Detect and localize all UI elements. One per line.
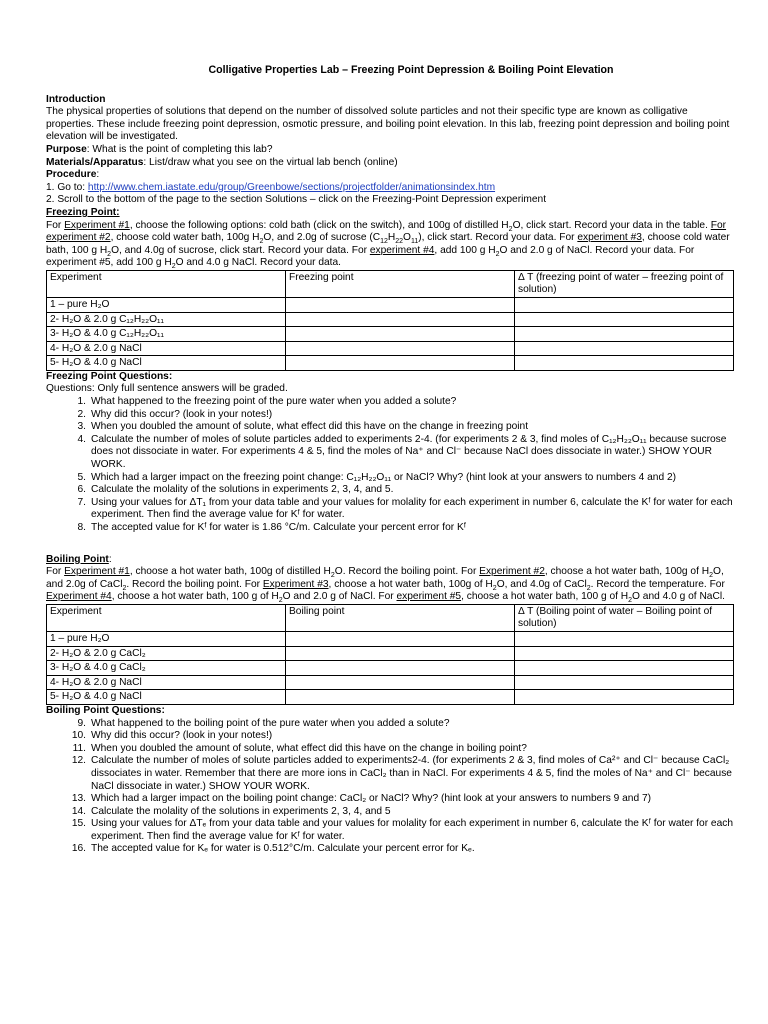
document-content bbox=[46, 64, 736, 856]
table-cell[interactable] bbox=[515, 675, 734, 690]
table-header: Δ T (freezing point of water – freezing point of solution) bbox=[515, 270, 734, 297]
text-run: ), click start. Record your data. For bbox=[418, 232, 578, 244]
question-text: Calculate the molality of the solutions in experiments 2, 3, 4, and 5 bbox=[91, 805, 391, 817]
question-number: 15. bbox=[71, 818, 86, 830]
materials-text: : List/draw what you see on the virtual lab bench (online) bbox=[143, 156, 398, 168]
text-run: , choose a hot water bath, 100g of H bbox=[544, 566, 710, 578]
lab-link[interactable]: http://www.chem.iastate.edu/group/Greenbowe/sections/projectfolder/animationsindex.htm bbox=[87, 181, 496, 193]
text-run: , add 100 g H bbox=[434, 244, 496, 256]
table-cell: 3- H₂O & 4.0 g CaCl₂ bbox=[47, 661, 286, 676]
table-row bbox=[47, 646, 734, 661]
question-number: 9. bbox=[77, 717, 86, 729]
question-number: 11. bbox=[72, 742, 86, 754]
question-text: Calculate the number of moles of solute particles added to experiments2-4. (for experiments 2 & 3, find moles of Ca²⁺ and Cl⁻ because CaCl₂ dissociates in water. Remember that there are more ions in CaCl₂ than in NaCl. For experiments 4 & 5, find the moles of Na⁺ and Cl⁻ because NaCl dissociate in water.) SHOW YOUR WORK. bbox=[91, 755, 732, 792]
question-number: 4. bbox=[77, 433, 86, 445]
boiling-table bbox=[46, 604, 734, 705]
question-number: 12. bbox=[71, 755, 86, 767]
table-row bbox=[47, 690, 734, 705]
text-run: O. Record the boiling point. For bbox=[334, 566, 480, 578]
list-item bbox=[46, 743, 736, 756]
question-text: Calculate the molality of the solutions in experiments 2, 3, 4, and 5. bbox=[91, 484, 394, 496]
list-item bbox=[46, 843, 736, 856]
question-text: Why did this occur? (look in your notes!) bbox=[91, 408, 273, 420]
experiment-3-label: Experiment #3 bbox=[262, 578, 329, 590]
table-header: Experiment bbox=[47, 270, 286, 297]
question-number: 8. bbox=[77, 522, 86, 533]
question-number: 5. bbox=[77, 471, 86, 483]
experiment-3-label: experiment #3 bbox=[577, 232, 642, 244]
table-header: Experiment bbox=[47, 604, 286, 631]
text-run: , choose a hot water bath, 100g of distilled H bbox=[129, 566, 331, 578]
table-cell: 4- H₂O & 2.0 g NaCl bbox=[47, 341, 286, 356]
question-number: 16. bbox=[71, 843, 86, 855]
freezing-instructions: For Experiment #1, choose the following options: cold bath (click on the switch), and 100g of distilled $H_2O$, click start. Record your data in the table. For experiment #2, choose cold water bath, 100g $H_2O$, and 2.0g of sucrose $(C_{12}H_{22}O_{11})$, click start. Record your data. For experiment #3, choose cold water bath, 100 g $H_2O$, and 4.0g of sucrose, click start. Record your data. For experiment #4, add 100 g $H_2O$ and 2.0 g of NaCl. Record your data. For experiment #5, add 100 g $H_2O$ and 4.0 g NaCl. Record your data. bbox=[46, 219, 730, 271]
experiment-1-label: Experiment #1 bbox=[64, 566, 130, 578]
text-run: . Record the boiling point. For bbox=[126, 578, 263, 590]
experiment-2-label: Experiment #2 bbox=[479, 566, 545, 578]
question-number: 6. bbox=[77, 484, 86, 496]
question-number: 7. bbox=[77, 496, 86, 508]
text-run: , choose a hot water bath, 100 g of H bbox=[461, 591, 629, 603]
question-number: 10. bbox=[71, 730, 86, 742]
list-item bbox=[46, 472, 736, 485]
text-run: , choose the following options: cold bath (click on the switch), and 100g of distilled H bbox=[129, 219, 509, 231]
text-run: , choose a hot water bath, 100g of H bbox=[328, 578, 493, 590]
table-cell[interactable] bbox=[286, 661, 515, 676]
question-text: Which had a larger impact on the boiling point change: CaCl₂ or NaCl? Why? (hint look at your answers to numbers 9 and 7) bbox=[91, 793, 652, 805]
question-text: The accepted value for Kᶠ for water is 1.86 °C/m. Calculate your percent error for Kᶠ bbox=[91, 522, 467, 533]
table-row bbox=[47, 675, 734, 690]
question-text: Why did this occur? (look in your notes!) bbox=[91, 730, 273, 742]
list-item bbox=[46, 806, 736, 819]
table-cell[interactable] bbox=[286, 312, 515, 327]
question-number: 3. bbox=[77, 421, 86, 433]
purpose-line bbox=[46, 144, 736, 157]
list-item bbox=[46, 522, 736, 535]
text-run: . Record the temperature. For bbox=[590, 578, 725, 590]
text-run: O, click start. Record your data in the table. bbox=[512, 219, 711, 231]
table-cell[interactable] bbox=[515, 646, 734, 661]
table-header: Δ T (Boiling point of water – Boiling point of solution) bbox=[515, 604, 734, 631]
text-run: O, and 2.0g of CaCl bbox=[46, 566, 724, 590]
question-text: The accepted value for Kₑ for water is 0.512°C/m. Calculate your percent error for Kₑ. bbox=[91, 843, 475, 855]
table-cell: 5- H₂O & 4.0 g NaCl bbox=[47, 356, 286, 371]
experiment-4-label: Experiment #4 bbox=[46, 591, 112, 603]
questions-intro: Questions: Only full sentence answers will be graded. bbox=[46, 383, 288, 395]
list-item bbox=[46, 818, 736, 843]
procedure-line: Procedure: bbox=[46, 169, 100, 181]
freezing-questions-list bbox=[46, 396, 736, 535]
list-item bbox=[46, 396, 736, 409]
text-run: For bbox=[46, 219, 65, 231]
freezing-heading: Freezing Point: bbox=[46, 206, 120, 218]
page-title: Colligative Properties Lab – Freezing Point Depression & Boiling Point Elevation bbox=[208, 64, 614, 76]
table-cell[interactable] bbox=[515, 297, 734, 312]
boiling-instructions: For Experiment #1, choose a hot water bath, 100g of distilled $H_2O$. Record the boiling point. For Experiment #2, choose a hot water bath, 100g of $H_2O$, and 2.0g of CaCl$_2$. Record the boiling point. For Experiment #3, choose a hot water bath, 100g of $H_2O$, and 4.0g of CaCl$_2$. Record the temperature. For Experiment #4, choose a hot water bath, 100 g of $H_2O$ and 2.0 g of NaCl. For experiment #5, choose a hot water bath, 100 g of $H_2O$ and 4.0 g of NaCl. bbox=[46, 566, 725, 605]
boiling-heading: Boiling Point bbox=[46, 553, 109, 565]
materials-line bbox=[46, 157, 736, 170]
table-cell[interactable] bbox=[515, 341, 734, 356]
table-row bbox=[47, 297, 734, 312]
freezing-table bbox=[46, 270, 734, 371]
table-cell[interactable] bbox=[286, 297, 515, 312]
table-cell[interactable] bbox=[515, 690, 734, 705]
table-cell[interactable] bbox=[515, 356, 734, 371]
table-cell: 3- H₂O & 4.0 g C₁₂H₂₂O₁₁ bbox=[47, 327, 286, 342]
freezing-questions-heading: Freezing Point Questions: bbox=[46, 370, 173, 382]
procedure-step-2: 2. Scroll to the bottom of the page to the section Solutions – click on the Freezing-Point Depression experiment bbox=[46, 194, 547, 206]
experiment-4-label: experiment #4 bbox=[369, 244, 435, 256]
procedure-label: Procedure bbox=[46, 169, 97, 181]
table-cell: 1 – pure H₂O bbox=[47, 297, 286, 312]
table-cell: 4- H₂O & 2.0 g NaCl bbox=[47, 675, 286, 690]
text-run: O, and 4.0g of CaCl bbox=[496, 578, 587, 590]
list-item bbox=[46, 409, 736, 422]
list-item bbox=[46, 793, 736, 806]
text-run: , choose cold water bath, 100g H bbox=[110, 232, 260, 244]
table-row bbox=[47, 327, 734, 342]
table-row bbox=[47, 356, 734, 371]
text-run: For bbox=[46, 566, 65, 578]
list-item bbox=[46, 497, 736, 522]
table-cell[interactable] bbox=[515, 631, 734, 646]
question-text: Using your values for ΔTₑ from your data table and your values for molality for each experiment in number 6, calculate the Kᶠ for water for each experiment. Then find the average value for Kᶠ for water. bbox=[91, 818, 734, 842]
question-text: What happened to the freezing point of the pure water when you added a solute? bbox=[91, 396, 457, 408]
table-cell[interactable] bbox=[515, 312, 734, 327]
experiment-2-label: For experiment #2 bbox=[46, 219, 727, 244]
question-text: Which had a larger impact on the freezing point change: C₁₂H₂₂O₁₁ or NaCl? Why? (hint look at your answers to numbers 4 and 2) bbox=[91, 471, 677, 483]
table-cell: 2- H₂O & 2.0 g C₁₂H₂₂O₁₁ bbox=[47, 312, 286, 327]
table-cell[interactable] bbox=[286, 631, 515, 646]
purpose-label: Purpose bbox=[46, 143, 87, 155]
text-run: O and 4.0 g of NaCl. bbox=[632, 591, 725, 603]
list-item bbox=[46, 484, 736, 497]
table-cell[interactable] bbox=[515, 661, 734, 676]
table-cell[interactable] bbox=[286, 341, 515, 356]
table-cell: 5- H₂O & 4.0 g NaCl bbox=[47, 690, 286, 705]
text-run: , choose a hot water bath, 100 g of H bbox=[111, 591, 279, 603]
table-cell[interactable] bbox=[286, 690, 515, 705]
table-row bbox=[47, 661, 734, 676]
table-cell[interactable] bbox=[286, 675, 515, 690]
table-cell: 2- H₂O & 2.0 g CaCl₂ bbox=[47, 646, 286, 661]
experiment-5-label: experiment #5 bbox=[396, 591, 462, 603]
table-cell: 1 – pure H₂O bbox=[47, 631, 286, 646]
materials-label: Materials/Apparatus bbox=[46, 156, 144, 168]
list-item bbox=[46, 434, 736, 472]
table-cell[interactable] bbox=[515, 327, 734, 342]
text-run: O and 4.0 g NaCl. Record your data. bbox=[175, 257, 341, 269]
experiment-1-label: Experiment #1 bbox=[64, 219, 130, 231]
table-header-row bbox=[47, 604, 734, 631]
table-row bbox=[47, 631, 734, 646]
table-cell[interactable] bbox=[286, 646, 515, 661]
procedure-step-1 bbox=[46, 182, 736, 195]
text-run: O, and 2.0g of sucrose (C bbox=[263, 232, 381, 244]
table-cell[interactable] bbox=[286, 356, 515, 371]
intro-heading: Introduction bbox=[46, 93, 106, 105]
question-number: 1. bbox=[77, 396, 86, 408]
question-text: What happened to the boiling point of the pure water when you added a solute? bbox=[91, 717, 450, 729]
question-text: When you doubled the amount of solute, what effect did this have on the change in boiling point? bbox=[91, 742, 527, 754]
table-header: Freezing point bbox=[286, 270, 515, 297]
list-item bbox=[46, 718, 736, 731]
text-run: , choose cold water bath, 100 g H bbox=[46, 232, 730, 256]
boiling-questions-heading: Boiling Point Questions: bbox=[46, 704, 165, 716]
intro-text: The physical properties of solutions that depend on the number of dissolved solute particles and not their specific type are known as colligative properties. These include freezing point depression, osmotic pressure, and boiling point elevation. In this lab, freezing point depression and boiling point elevation will be investigated. bbox=[46, 106, 730, 143]
table-row bbox=[47, 312, 734, 327]
step1-prefix: 1. Go to: bbox=[46, 181, 88, 193]
boiling-heading-line: Boiling Point: bbox=[46, 553, 112, 565]
text-run: O, and 4.0g of sucrose, click start. Record your data. For bbox=[111, 244, 370, 256]
question-text: When you doubled the amount of solute, what effect did this have on the change in freezing point bbox=[91, 421, 529, 433]
table-header: Boiling point bbox=[286, 604, 515, 631]
question-number: 2. bbox=[77, 408, 86, 420]
list-item bbox=[46, 755, 736, 793]
table-header-row bbox=[47, 270, 734, 297]
purpose-text: : What is the point of completing this lab? bbox=[86, 143, 273, 155]
list-item bbox=[46, 730, 736, 743]
list-item bbox=[46, 421, 736, 434]
question-number: 14. bbox=[71, 805, 86, 817]
boiling-questions-list bbox=[46, 718, 736, 857]
text-run: O and 2.0 g of NaCl. Record your data. For experiment #5, add 100 g H bbox=[46, 244, 695, 269]
question-text: Calculate the number of moles of solute particles added to experiments 2-4. (for experiments 2 & 3, find moles of C₁₂H₂₂O₁₁ because sucrose does not dissociate in water. For experiments 4 & 5, find the moles of Na⁺ and Cl⁻ because NaCl does dissociate in water.) SHOW YOUR WORK. bbox=[91, 433, 727, 471]
table-row bbox=[47, 341, 734, 356]
text-run: O and 2.0 g of NaCl. For bbox=[282, 591, 397, 603]
question-text: Using your values for ΔT₁ from your data table and your values for molality for each experiment in number 6, calculate the Kᶠ for water for each experiment. Then find the average value for Kᶠ for water. bbox=[91, 496, 733, 521]
table-cell[interactable] bbox=[286, 327, 515, 342]
question-number: 13. bbox=[71, 793, 86, 805]
